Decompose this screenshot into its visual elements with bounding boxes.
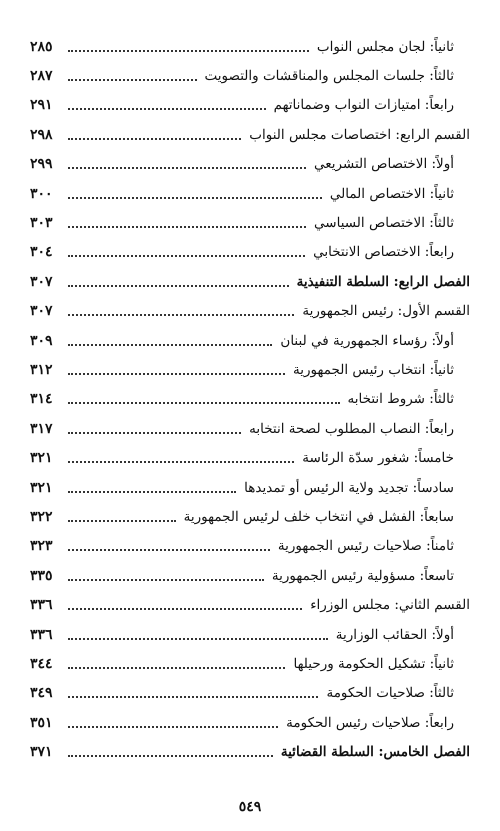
toc-entry-title: ثانياً: لجان مجلس النواب bbox=[316, 38, 454, 55]
toc-entry-page-number: ٢٩٩ bbox=[30, 156, 53, 173]
toc-entry-title: ثانياً: انتخاب رئيس الجمهورية bbox=[292, 361, 454, 378]
dot-leader bbox=[68, 491, 236, 493]
toc-entry-title: ثامناً: صلاحيات رئيس الجمهورية bbox=[277, 538, 454, 555]
dot-leader bbox=[68, 373, 285, 375]
toc-entry-page-number: ٣٠٠ bbox=[30, 185, 53, 202]
toc-entry-page-number: ٣١٢ bbox=[30, 361, 53, 378]
toc-entry-page-number: ٣٠٣ bbox=[30, 215, 53, 232]
toc-entry-title: رابعاً: النصاب المطلوب لصحة انتخابه bbox=[249, 420, 454, 437]
toc-subsection-entry bbox=[30, 385, 470, 414]
dot-leader bbox=[68, 579, 264, 581]
dot-leader bbox=[68, 755, 273, 757]
dot-leader bbox=[68, 255, 305, 257]
toc-entry-title: أولاً: الاختصاص التشريعي bbox=[313, 156, 454, 173]
dot-leader bbox=[68, 461, 294, 463]
toc-entry-page-number: ٢٨٧ bbox=[30, 68, 53, 85]
dot-leader bbox=[68, 726, 278, 728]
toc-entry-title: سابعاً: الفشل في انتخاب خلف لرئيس الجمهورية bbox=[183, 508, 454, 525]
toc-subsection-entry bbox=[30, 679, 470, 708]
toc-subsection-entry bbox=[30, 414, 470, 443]
toc-entry-page-number: ٣٢٢ bbox=[30, 508, 53, 525]
toc-entry-title: رابعاً: صلاحيات رئيس الحكومة bbox=[286, 714, 454, 731]
toc-entry-page-number: ٢٨٥ bbox=[30, 38, 53, 55]
dot-leader bbox=[68, 50, 309, 52]
toc-subsection-entry bbox=[30, 649, 470, 678]
toc-chapter-entry bbox=[30, 737, 470, 766]
toc-entry-title: أولاً: الحقائب الوزارية bbox=[335, 626, 454, 643]
toc-subsection-entry bbox=[30, 708, 470, 737]
toc-entry-page-number: ٣٤٤ bbox=[30, 655, 53, 672]
dot-leader bbox=[68, 608, 302, 610]
toc-entry-title: رابعاً: امتيازات النواب وضماناتهم bbox=[273, 97, 454, 114]
toc-entry-title: خامساً: شغور سدّة الرئاسة bbox=[302, 450, 454, 467]
toc-entry-title: أولاً: رؤساء الجمهورية في لبنان bbox=[280, 332, 454, 349]
toc-subsection-entry bbox=[30, 150, 470, 179]
toc-entry-title: ثالثاً: الاختصاص السياسي bbox=[314, 215, 454, 232]
dot-leader bbox=[68, 167, 306, 169]
toc-chapter-entry bbox=[30, 267, 470, 296]
dot-leader bbox=[68, 79, 197, 81]
dot-leader bbox=[68, 667, 285, 669]
toc-entry-title: تاسعاً: مسؤولية رئيس الجمهورية bbox=[271, 567, 454, 584]
toc-entry-title: رابعاً: الاختصاص الانتخابي bbox=[313, 244, 454, 261]
dot-leader bbox=[68, 197, 322, 199]
page-number: ٥٤٩ bbox=[238, 799, 262, 815]
toc-entry-page-number: ٣١٤ bbox=[30, 391, 53, 408]
toc-section-entry bbox=[30, 120, 470, 149]
dot-leader bbox=[68, 226, 306, 228]
toc-entry-title: ثانياً: تشكيل الحكومة ورحيلها bbox=[293, 655, 454, 672]
toc-entry-title: القسم الثاني: مجلس الوزراء bbox=[310, 597, 470, 614]
toc-subsection-entry bbox=[30, 326, 470, 355]
table-of-contents bbox=[30, 32, 470, 767]
dot-leader bbox=[68, 520, 176, 522]
toc-subsection-entry bbox=[30, 355, 470, 384]
dot-leader bbox=[68, 638, 328, 640]
toc-subsection-entry bbox=[30, 238, 470, 267]
toc-entry-page-number: ٣٢١ bbox=[30, 479, 53, 496]
toc-entry-page-number: ٣٢١ bbox=[30, 450, 53, 467]
toc-entry-title: ثالثاً: صلاحيات الحكومة bbox=[326, 685, 454, 702]
toc-entry-page-number: ٣٤٩ bbox=[30, 685, 53, 702]
toc-section-entry bbox=[30, 590, 470, 619]
toc-entry-page-number: ٣٥١ bbox=[30, 714, 53, 731]
toc-subsection-entry bbox=[30, 502, 470, 531]
toc-subsection-entry bbox=[30, 473, 470, 502]
toc-subsection-entry bbox=[30, 61, 470, 90]
toc-subsection-entry bbox=[30, 208, 470, 237]
toc-entry-page-number: ٣٣٥ bbox=[30, 567, 53, 584]
toc-subsection-entry bbox=[30, 443, 470, 472]
toc-subsection-entry bbox=[30, 532, 470, 561]
toc-entry-page-number: ٣١٧ bbox=[30, 420, 53, 437]
toc-subsection-entry bbox=[30, 179, 470, 208]
toc-entry-title: القسم الأول: رئيس الجمهورية bbox=[302, 303, 470, 320]
toc-entry-page-number: ٣٠٩ bbox=[30, 332, 53, 349]
toc-entry-page-number: ٣٢٣ bbox=[30, 538, 53, 555]
toc-subsection-entry bbox=[30, 32, 470, 61]
toc-entry-page-number: ٣٠٧ bbox=[30, 273, 53, 290]
toc-entry-page-number: ٣٠٧ bbox=[30, 303, 53, 320]
dot-leader bbox=[68, 138, 241, 140]
toc-entry-page-number: ٣٣٦ bbox=[30, 626, 53, 643]
dot-leader bbox=[68, 108, 266, 110]
dot-leader bbox=[68, 402, 340, 404]
toc-entry-title: ثالثاً: شروط انتخابه bbox=[347, 391, 454, 408]
toc-entry-page-number: ٣٣٦ bbox=[30, 597, 53, 614]
dot-leader bbox=[68, 549, 270, 551]
toc-subsection-entry bbox=[30, 561, 470, 590]
toc-entry-page-number: ٢٩٨ bbox=[30, 126, 53, 143]
toc-entry-title: الفصل الرابع: السلطة التنفيذية bbox=[296, 273, 470, 290]
dot-leader bbox=[68, 432, 241, 434]
dot-leader bbox=[68, 314, 294, 316]
toc-entry-title: سادساً: تجديد ولاية الرئيس أو تمديدها bbox=[244, 479, 454, 496]
dot-leader bbox=[68, 285, 289, 287]
toc-subsection-entry bbox=[30, 91, 470, 120]
toc-subsection-entry bbox=[30, 620, 470, 649]
toc-entry-page-number: ٣٠٤ bbox=[30, 244, 53, 261]
dot-leader bbox=[68, 696, 318, 698]
toc-entry-title: الفصل الخامس: السلطة القضائية bbox=[280, 744, 470, 761]
dot-leader bbox=[68, 344, 272, 346]
toc-entry-page-number: ٣٧١ bbox=[30, 744, 53, 761]
toc-entry-title: ثالثاً: جلسات المجلس والمناقشات والتصويت bbox=[204, 68, 454, 85]
toc-entry-title: القسم الرابع: اختصاصات مجلس النواب bbox=[249, 126, 470, 143]
toc-entry-title: ثانياً: الاختصاص المالي bbox=[329, 185, 454, 202]
toc-entry-page-number: ٢٩١ bbox=[30, 97, 53, 114]
toc-section-entry bbox=[30, 297, 470, 326]
